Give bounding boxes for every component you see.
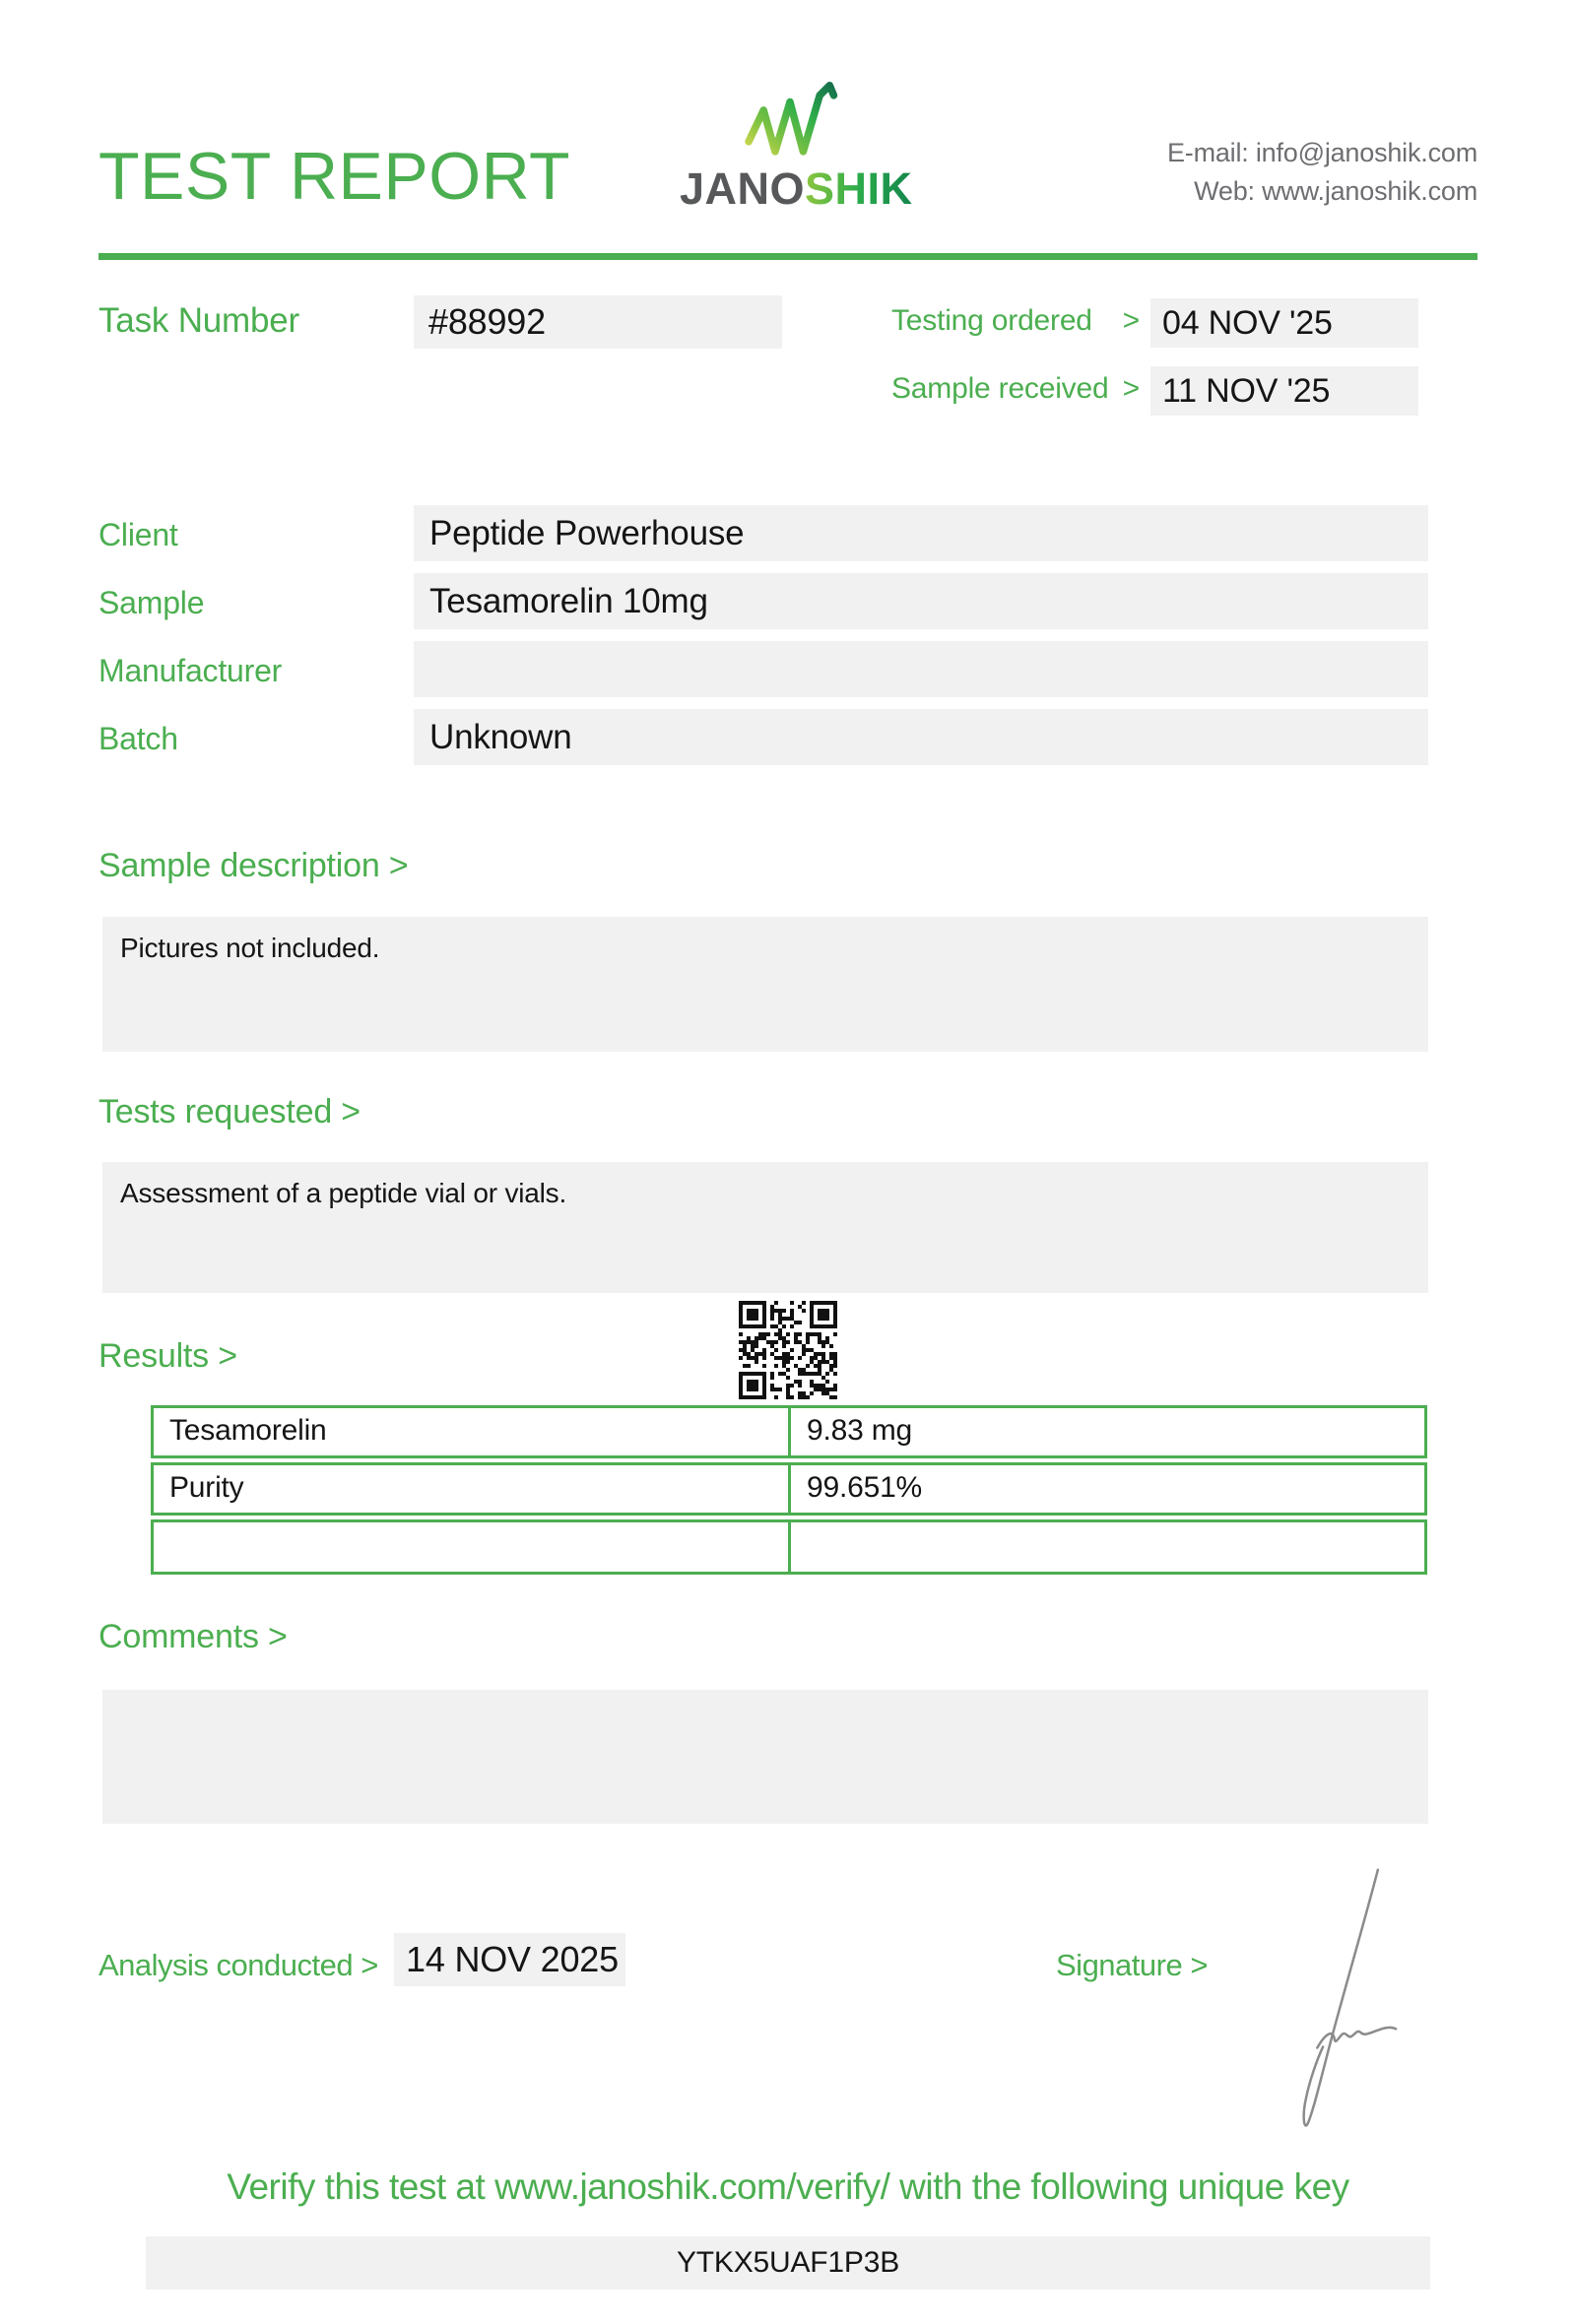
contact-web: Web: www.janoshik.com <box>1194 176 1478 206</box>
analysis-conducted-date: 14 NOV 2025 <box>406 1939 619 1979</box>
result-analyte: Purity <box>169 1471 244 1504</box>
sample-value: Tesamorelin 10mg <box>429 582 708 620</box>
logo-shik: SHIK <box>805 163 913 214</box>
header-divider <box>98 253 1478 260</box>
tests-requested-heading: Tests requested > <box>98 1093 361 1130</box>
client-value: Peptide Powerhouse <box>429 514 745 552</box>
comments-heading: Comments > <box>98 1618 288 1655</box>
janoshik-logo-text <box>680 163 913 215</box>
results-table <box>151 1405 1427 1575</box>
batch-value: Unknown <box>429 718 572 756</box>
result-value: 99.651% <box>788 1465 1424 1513</box>
qr-code <box>738 1301 838 1399</box>
janoshik-logo-icon <box>739 77 841 163</box>
result-value: 9.83 mg <box>788 1408 1424 1455</box>
task-number-value: #88992 <box>428 301 546 342</box>
sample-received-label-row <box>891 372 1140 406</box>
sample-received-label: Sample received <box>891 372 1109 405</box>
verify-instruction: Verify this test at www.janoshik.com/verify/ with the following unique key <box>227 2166 1349 2207</box>
manufacturer-label: Manufacturer <box>98 653 283 688</box>
verify-key: YTKX5UAF1P3B <box>676 2246 900 2279</box>
results-row <box>151 1462 1427 1516</box>
analysis-conducted-label: Analysis conducted > <box>98 1948 378 1982</box>
testing-ordered-arrow: > <box>1122 304 1140 337</box>
sample-label: Sample <box>98 585 205 620</box>
signature-label: Signature > <box>1056 1948 1208 1982</box>
contact-email: E-mail: info@janoshik.com <box>1166 138 1478 167</box>
sample-received-date: 11 NOV '25 <box>1162 372 1331 410</box>
client-label: Client <box>98 517 178 552</box>
sample-description-text: Pictures not included. <box>120 933 380 963</box>
testing-ordered-date: 04 NOV '25 <box>1162 304 1333 342</box>
logo-jano: JANO <box>680 163 806 214</box>
tests-requested-text: Assessment of a peptide vial or vials. <box>120 1178 567 1208</box>
batch-label: Batch <box>98 721 178 756</box>
testing-ordered-label-row <box>891 304 1140 338</box>
sample-description-heading: Sample description > <box>98 847 409 884</box>
results-row <box>151 1519 1427 1575</box>
contact-block <box>1167 134 1478 211</box>
handwritten-signature <box>1276 1859 1399 2140</box>
result-value <box>788 1522 1424 1572</box>
results-heading: Results > <box>98 1337 237 1375</box>
task-number-label: Task Number <box>98 301 299 340</box>
result-analyte: Tesamorelin <box>169 1414 327 1447</box>
results-row <box>151 1405 1427 1458</box>
page-title: TEST REPORT <box>98 139 571 214</box>
sample-received-arrow: > <box>1122 372 1140 405</box>
result-analyte <box>154 1522 788 1572</box>
testing-ordered-label: Testing ordered <box>891 304 1092 337</box>
